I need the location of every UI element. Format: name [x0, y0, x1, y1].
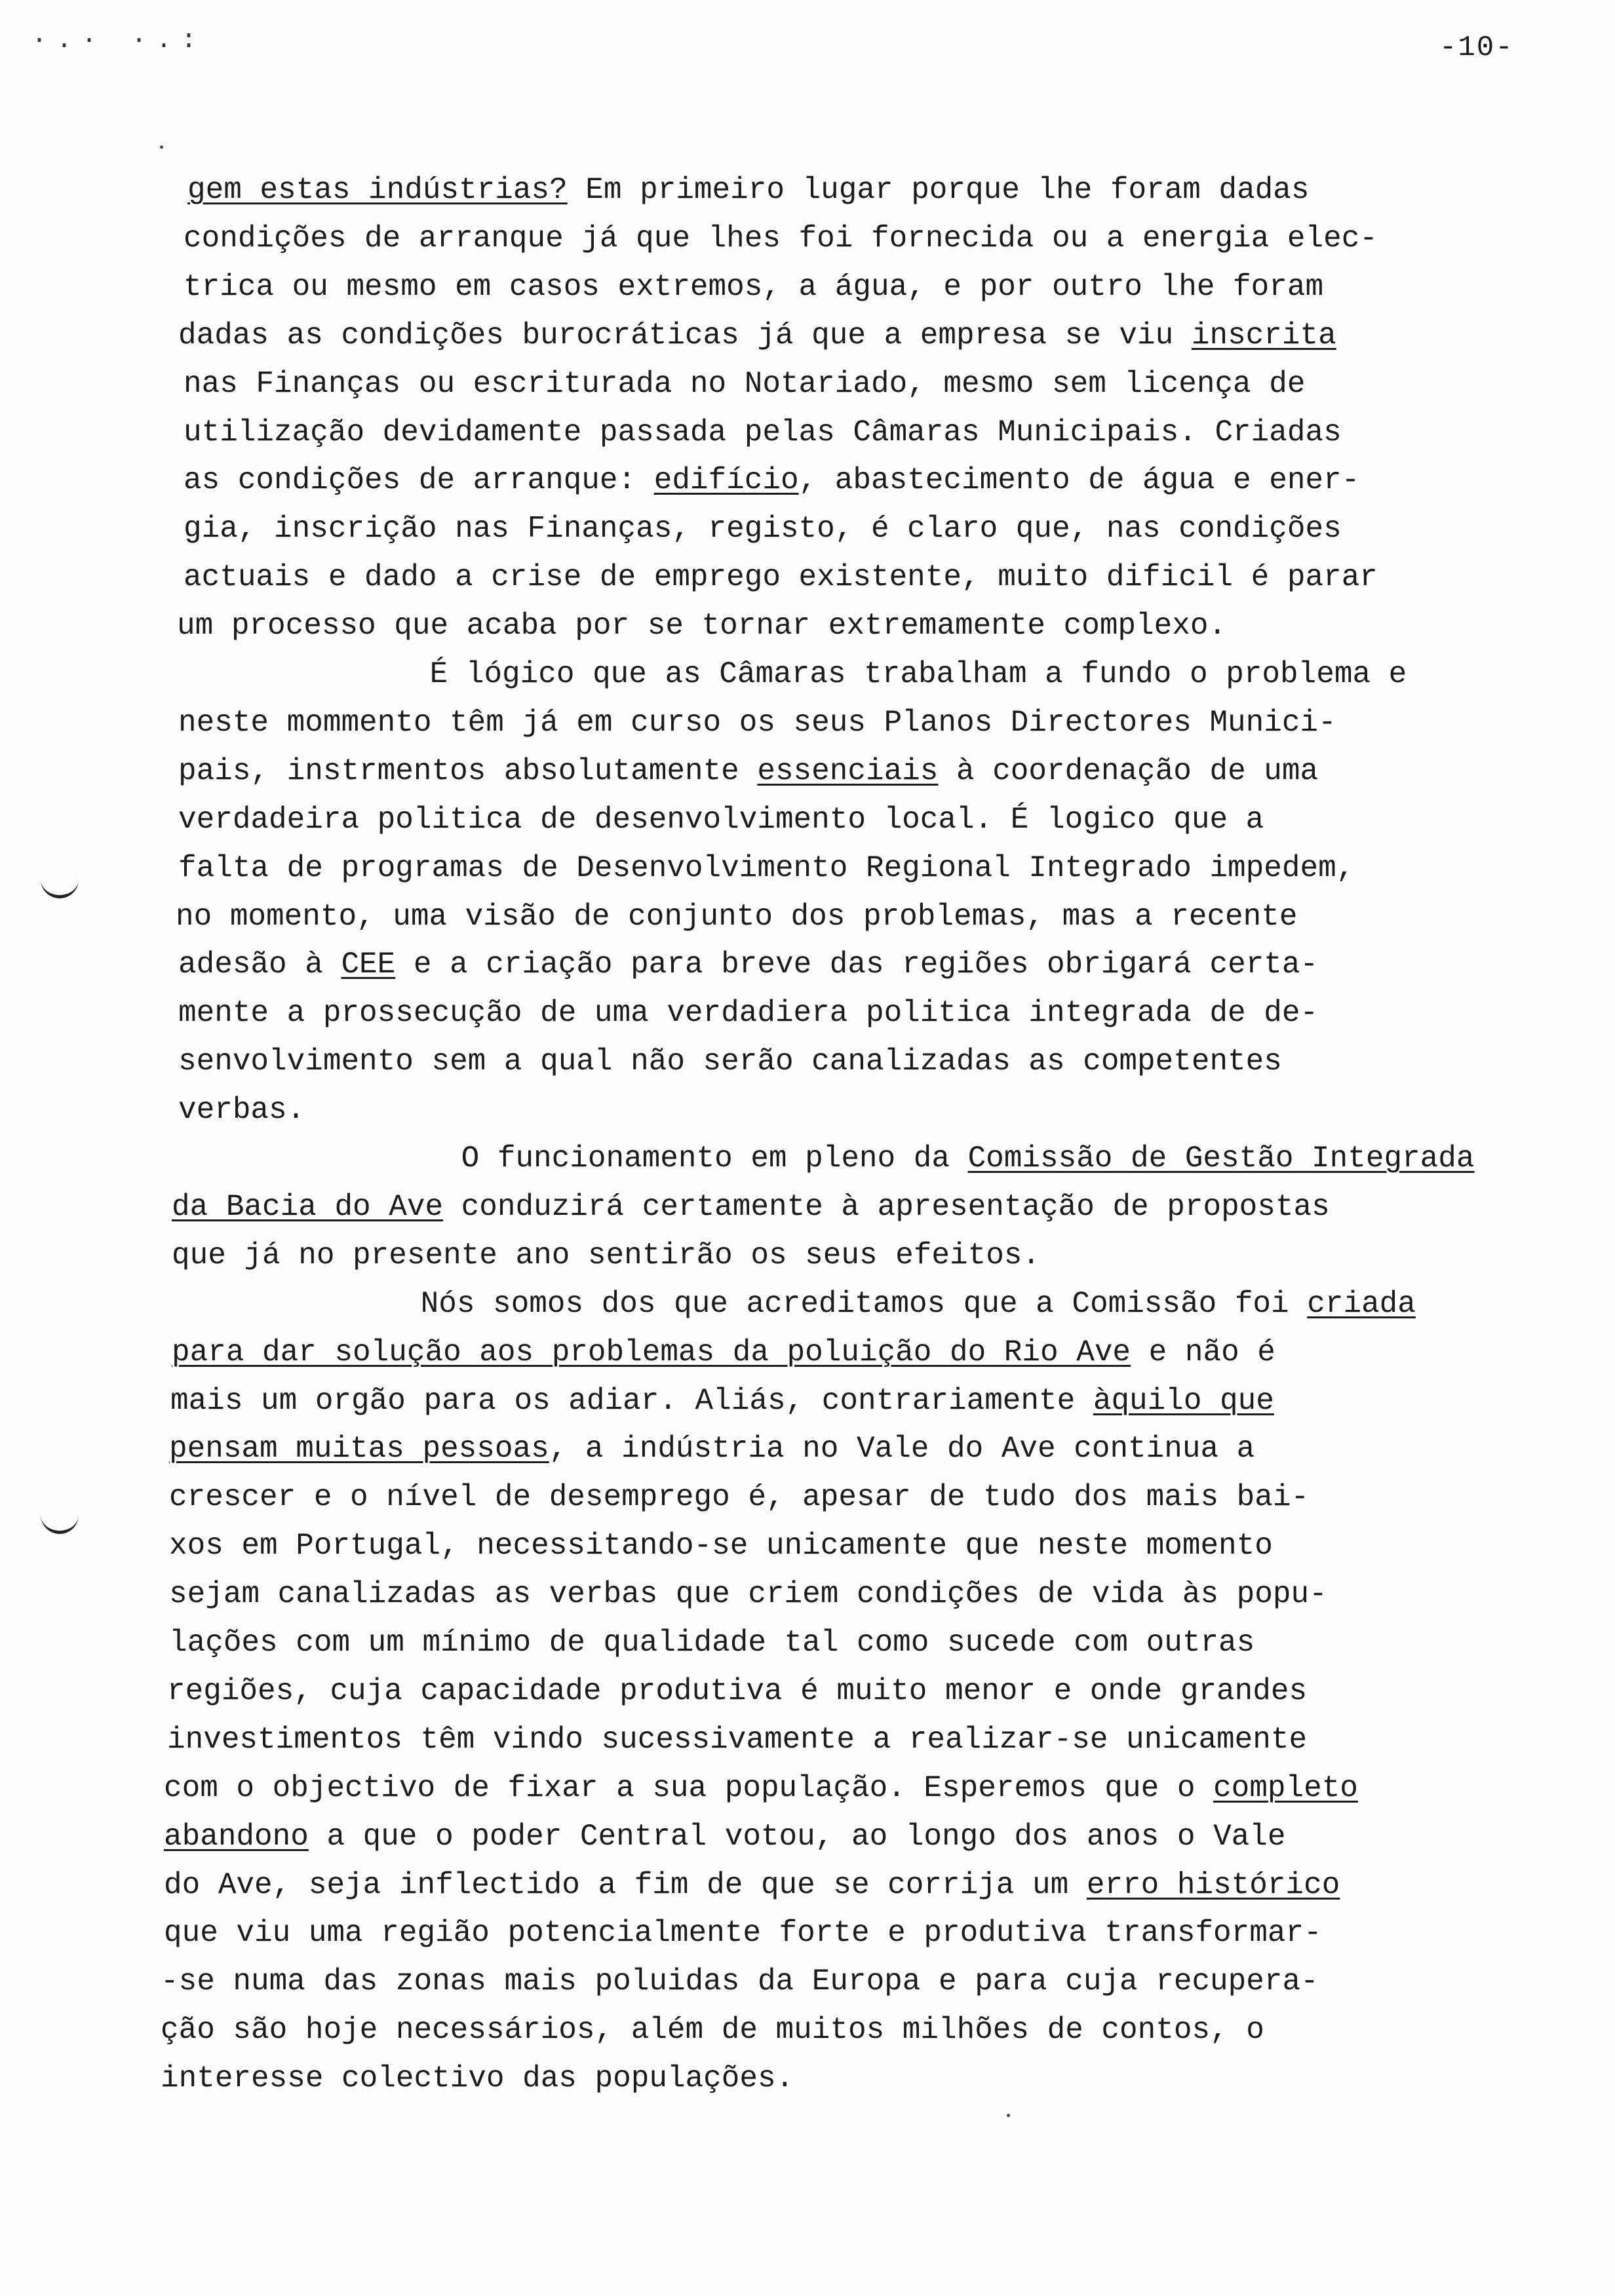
text-run: sejam canalizadas as verbas que criem condições de vida às popu-: [169, 1577, 1327, 1611]
text-run: neste mommento têm já em curso os seus Planos Directores Munici-: [178, 706, 1336, 740]
text-run: -se numa das zonas mais poluidas da Europa e para cuja recupera-: [161, 1964, 1319, 1999]
text-line: [178, 317, 1336, 354]
text-line: [178, 995, 1318, 1031]
text-run: regiões, cuja capacidade produtiva é muito menor e onde grandes: [167, 1674, 1308, 1708]
text-line: [164, 1915, 1322, 1951]
text-line: [167, 1721, 1307, 1758]
underlined-phrase: completo: [1213, 1771, 1358, 1805]
text-run: Nós somos dos que acreditamos que a Comissão foi: [312, 1287, 1308, 1321]
speck: [160, 145, 163, 149]
text-line: [178, 704, 1336, 741]
text-run: um processo que acaba por se tornar extremamente complexo.: [177, 609, 1227, 643]
text-line: [161, 2060, 794, 2097]
text-run: que viu uma região potencialmente forte e produtiva transformar-: [164, 1916, 1322, 1950]
underlined-phrase: criada: [1307, 1287, 1416, 1321]
text-run: a que o poder Central votou, ao longo dos anos o Vale: [308, 1820, 1286, 1854]
text-line: [178, 801, 1264, 838]
text-line: [164, 1867, 1340, 1904]
text-line: [178, 753, 1318, 790]
text-run: e não é: [1131, 1335, 1275, 1369]
text-run: no momento, uma visão de conjunto dos problemas, mas a recente: [176, 900, 1298, 934]
text-line: [176, 898, 1297, 935]
text-line: [164, 1818, 1286, 1855]
text-line: [184, 269, 1323, 305]
underlined-phrase: essenciais: [757, 754, 939, 788]
text-run: verbas.: [178, 1093, 305, 1127]
text-line: [184, 510, 1342, 547]
underlined-phrase: pensam muitas pessoas: [169, 1432, 549, 1466]
text-run: adesão à: [178, 947, 341, 982]
text-line: [169, 1527, 1273, 1564]
text-run: xos em Portugal, necessitando-se unicamente que neste momento: [169, 1529, 1273, 1563]
text-run: as condições de arranque:: [184, 463, 654, 497]
underlined-phrase: àquilo que: [1093, 1384, 1274, 1418]
text-run: nas Finanças ou escriturada no Notariado, mesmo sem licença de: [184, 367, 1306, 401]
text-line: [172, 1189, 1330, 1225]
text-line: [169, 1576, 1327, 1613]
page-number: -10-: [1439, 31, 1514, 64]
speck: [1007, 2114, 1010, 2117]
text-line: [172, 1334, 1275, 1371]
text-run: , abastecimento de água e ener-: [798, 463, 1360, 497]
underlined-phrase: Comissão de Gestão Integrada: [967, 1141, 1475, 1176]
text-run: com o objectivo de fixar a sua população. Esperemos que o: [164, 1771, 1214, 1805]
text-run: do Ave, seja inflectido a fim de que se corrija um: [164, 1868, 1087, 1902]
text-line: [321, 656, 1407, 693]
text-run: falta de programas de Desenvolvimento Regional Integrado impedem,: [178, 851, 1355, 885]
text-line: [184, 220, 1378, 257]
text-run: actuais e dado a crise de emprego existente, muito dificil é parar: [184, 560, 1378, 594]
text-line: [177, 607, 1226, 644]
text-run: mais um orgão para os adiar. Aliás, contrariamente: [170, 1384, 1093, 1418]
text-run: utilização devidamente passada pelas Câmaras Municipais. Criadas: [184, 415, 1342, 450]
text-line: [178, 850, 1354, 887]
text-run: à coordenação de uma: [938, 754, 1319, 788]
underlined-phrase: abandono: [164, 1820, 309, 1854]
text-run: conduzirá certamente à apresentação de propostas: [443, 1190, 1330, 1224]
text-line: [172, 1237, 1040, 1274]
text-line: [178, 1043, 1282, 1080]
text-run: senvolvimento sem a qual não serão canalizadas as competentes: [178, 1044, 1282, 1079]
text-line: [178, 946, 1318, 983]
text-line: [178, 1092, 305, 1128]
text-line: [169, 1430, 1255, 1467]
text-line: [169, 1479, 1309, 1516]
text-run: dadas as condições burocráticas já que a empresa se viu: [178, 318, 1192, 353]
text-line: [161, 1963, 1319, 2000]
text-line: [312, 1286, 1416, 1322]
text-run: trica ou mesmo em casos extremos, a água, e por outro lhe foram: [184, 270, 1324, 304]
text-line: [167, 1673, 1307, 1710]
text-run: e a criação para breve das regiões obrigará certa-: [395, 947, 1319, 982]
text-run: investimentos têm vindo sucessivamente a realizar-se unicamente: [167, 1723, 1308, 1757]
underlined-phrase: CEE: [341, 947, 396, 982]
text-run: mente a prossecução de uma verdadiera politica integrada de de-: [178, 996, 1319, 1030]
text-line: [170, 1383, 1274, 1419]
text-run: gia, inscrição nas Finanças, registo, é claro que, nas condições: [184, 512, 1342, 546]
text-run: Em primeiro lugar porque lhe foram dadas: [567, 173, 1310, 207]
text-line: [187, 172, 1310, 208]
margin-bracket-mark: [41, 1514, 79, 1534]
underlined-phrase: gem estas indústrias?: [187, 173, 568, 207]
underlined-phrase: inscrita: [1191, 318, 1336, 353]
text-run: lações com um mínimo de qualidade tal como sucede com outras: [169, 1626, 1255, 1660]
text-line: [184, 414, 1342, 451]
text-run: ção são hoje necessários, além de muitos milhões de contos, o: [161, 2013, 1264, 2047]
text-line: [184, 366, 1305, 402]
text-line: [184, 462, 1359, 499]
text-run: pais, instrmentos absolutamente: [178, 754, 758, 788]
text-run: O funcionamento em pleno da: [353, 1141, 968, 1176]
text-line: [161, 2012, 1264, 2048]
text-line: [184, 559, 1378, 596]
text-run: É lógico que as Câmaras trabalham a fundo o problema e: [321, 657, 1407, 691]
text-run: condições de arranque já que lhes foi fornecida ou a energia elec-: [184, 221, 1378, 256]
underlined-phrase: edifício: [653, 463, 799, 497]
text-run: que já no presente ano sentirão os seus efeitos.: [172, 1238, 1041, 1272]
scan-corner-marks: ·.· ·.:: [31, 26, 206, 56]
text-run: verdadeira politica de desenvolvimento local. É logico que a: [178, 803, 1264, 837]
text-run: , a indústria no Vale do Ave continua a: [549, 1432, 1255, 1466]
underlined-phrase: erro histórico: [1086, 1868, 1340, 1902]
text-run: crescer e o nível de desemprego é, apesar de tudo dos mais bai-: [169, 1480, 1310, 1514]
underlined-phrase: da Bacia do Ave: [172, 1190, 444, 1224]
text-line: [353, 1140, 1475, 1177]
text-line: [169, 1624, 1255, 1661]
underlined-phrase: para dar solução aos problemas da poluição do Rio Ave: [172, 1335, 1131, 1369]
text-run: interesse colectivo das populações.: [161, 2061, 794, 2095]
text-line: [164, 1770, 1358, 1807]
margin-bracket-mark: [41, 878, 79, 898]
